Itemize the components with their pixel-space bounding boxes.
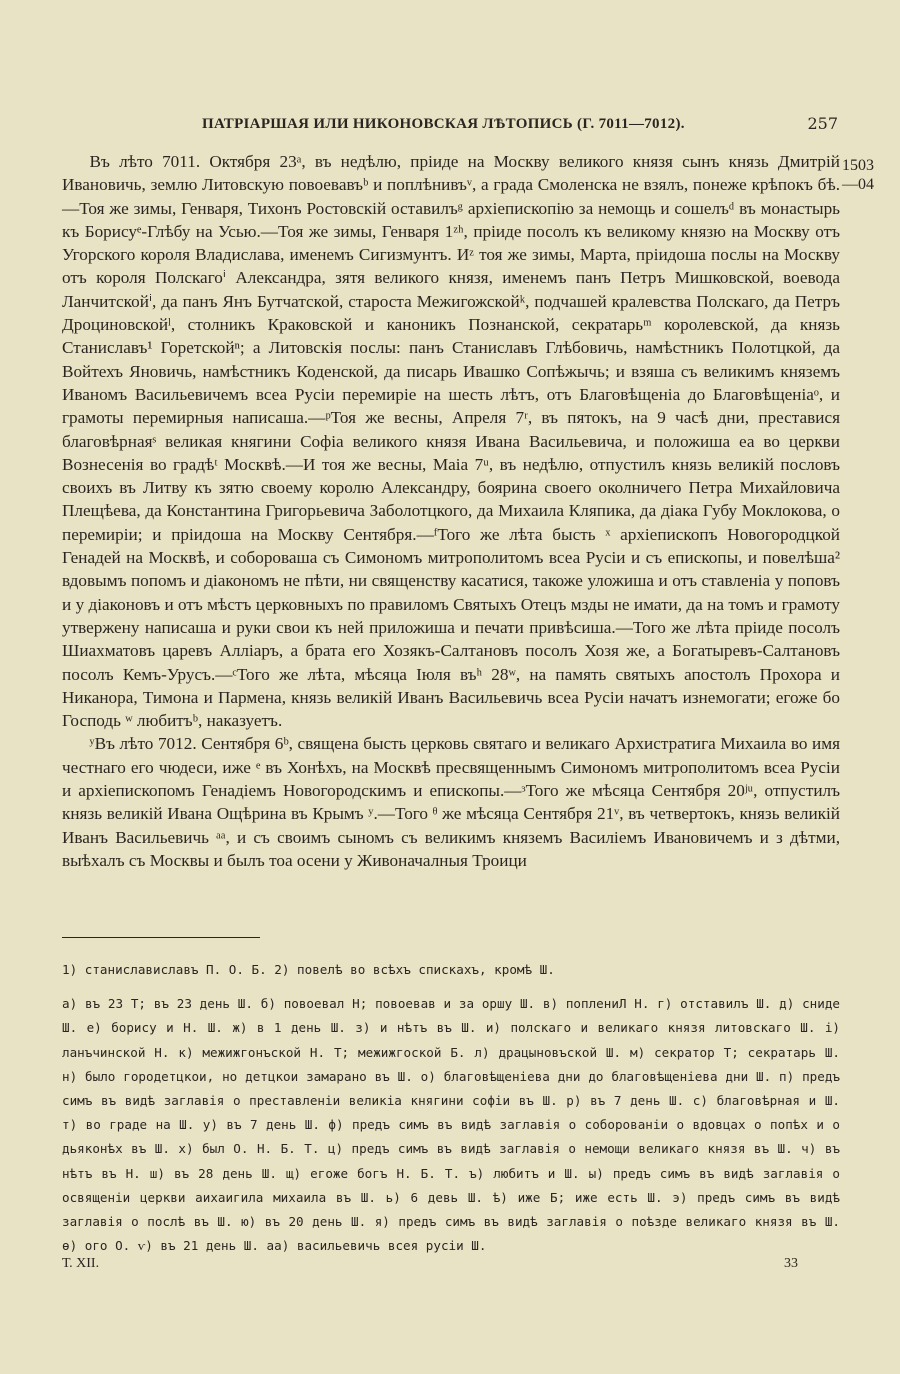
footnotes <box>62 958 840 1258</box>
page-number: 257 <box>807 114 838 133</box>
margin-years <box>842 156 882 194</box>
page-footer <box>62 1256 798 1276</box>
main-text <box>62 150 840 872</box>
volume-label: Т. XII. <box>62 1256 100 1271</box>
sheet-number: 33 <box>784 1256 798 1271</box>
footnotes-lettered: а) въ 23 Т; въ 23 день Ш. б) повоевал Н; повоевав и за оршу Ш. в) поплениЛ Н. г) отставилъ Ш. д) сниде Ш. е) борису и Н. Ш. ж) в 1 день Ш. з) и нѣтъ въ Ш. и) полскаго и великаго князя литовскаго Ш. і) ланъчинской Н. к) межижгонъской Н. Т; межижгоской Б. л) драцыновъской Ш. м) секратор Т; секратарь Ш. н) было городетцкои, но детцкои замарано въ Ш. о) благовѣщеніева дни до благовѣщеніева дни Ш. п) предъ симъ въ видѣ заглавія о преставленіи великіа княгини софіи въ Ш. р) въ 7 день Ш. с) благовѣрная и Ш. т) во граде на Ш. у) въ 7 день Ш. ф) предъ симъ въ видѣ заглавія о соборованіи о вдовцах о попѣх и о дьяконѣх въ Ш. х) был О. Н. Б. Т. ц) предъ симъ въ видѣ заглавія о немощи великаго князя въ Ш. ч) въ нѣтъ въ Н. ш) въ 28 день Ш. щ) егоже богъ Н. Б. Т. ъ) любитъ и Ш. ы) предъ симъ въ видѣ заглавія о освященіи церкви аихаигила михаила въ Ш. ь) 6 девь Ш. ѣ) иже Б; иже есть Ш. э) предъ симъ въ видѣ заглавія о послѣ въ Ш. ю) въ 20 день Ш. я) предъ симъ въ видѣ заглавія о поѣзде великаго князя въ Ш. ѳ) ого О. ѵ) въ 21 день Ш. аа) васильевичь всея русіи Ш. <box>62 996 840 1254</box>
footnotes-numbered: 1) станиславиславъ П. О. Б. 2) повелѣ во всѣхъ спискахъ, кромѣ Ш. <box>62 962 555 977</box>
page-header <box>62 116 840 138</box>
paragraph-7012: ʸВъ лѣто 7012. Сентября 6ᵇ, священа бысть церковь святаго и великаго Архистратига Михаила во имя честнаго его чюдеси, иже ᵉ въ Хонѣхъ, на Москвѣ пресвященнымъ Симономъ митрополитомъ всеа Русіи и архіепископомъ Генадіемъ Новогородскимъ и епископы.—ᶟТого же мѣсяца Сентября 20ʲᵘ, отпустилъ князь великій Ивана Ощѣрина въ Крымъ ʸ.—Того ᶿ же мѣсяца Сентября 21ᵛ, въ четвертокъ, князь великій Иванъ Васильевичь ᵃᵃ, и съ своимъ сыномъ съ великимъ княземъ Василіемъ Ивановичемъ и з дѣтми, выѣхалъ съ Москвы и былъ тоа осени у Живоначалныя Троици <box>62 734 840 870</box>
paragraph-7011: Въ лѣто 7011. Октября 23ᵃ, въ недѣлю, пріиде на Москву великого князя сынъ князь Дмитрій Ивановичь, землю Литовскую повоевавъᵇ и поплѣнивъᵛ, а града Смоленска не взялъ, понеже крѣпокъ бѣ.—Тоя же зимы, Генваря, Тихонъ Ростовскій оставилъᵍ архіепископію за немощь и сошелъᵈ въ монастырь къ Борисуᵉ-Глѣбу на Усью.—Тоя же зимы, Генваря 1ᶻʰ, пріиде посолъ къ великому князю на Москву отъ Угорского короля Владислава, именемъ Сигизмунтъ. Иᶻ тоя же зимы, Марта, пріидоша послы на Москву отъ короля Полскагоⁱ Александра, зятя великого князя, именемъ панъ Петръ Мишковской, воевода Ланчитскойⁱ, да панъ Янъ Бутчатской, староста Межигожскойᵏ, подчашей кралевства Полскаго, да Петръ Дроциновскойˡ, столникъ Краковской и каноникъ Познанской, секратарьᵐ королевской, да князь Станиславъ¹ Горетскойⁿ; а Литовскія послы: панъ Станиславъ Глѣбовичь, намѣстникъ Полотцкой, да Войтехъ Яновичь, намѣстникъ Коденской, да писарь Ивашко Сопѣжычь; и взяша съ великимъ княземъ Иваномъ Васильевичемъ всеа Русіи перемиріе на шесть лѣтъ, отъ Благовѣщеніа до Благовѣщеніаᵒ, и грамоты перемирныя написаша.—ᵖТоя же весны, Апреля 7ʳ, въ пятокъ, на 9 часѣ дни, преставися благовѣрнаяˢ великая княгини Софіа великого князя Ивана Васильевича, и положиша еа во церкви Вознесенія во градѣᵗ Москвѣ.—И тоя же весны, Маіа 7ᵘ, въ недѣлю, отпустилъ князь великій пословъ своихъ въ Литву къ зятю своему королю Александру, боярина своего околничего Петра Михайловича Плещѣева, да Константина Григорьевича Заболотцкого, да Михаила Кляпика, да діака Губу Моклокова, о перемиріи; и пріидоша на Москву Сентября.—ᶠТого же лѣта бысть ˣ архіепископъ Новогородцкой Генадей на Москвѣ, и собороваша съ Симономъ митрополитомъ всеа Русіи и съ епископы, и повелѣша² вдовымъ попомъ и діакономъ не пѣти, ни священству касатися, такоже уложиша и отъ ставленіа у поповъ и у діаконовъ и отъ мѣстъ церковныхъ по правиломъ Святыхъ Отецъ мзды не имати, да на томъ и грамоту утвержену написаша и руки свои къ ней приложиша и печати привѣсиша.—Того же лѣта пріиде посолъ Шиахматовъ царевъ Алліаръ, а брата его Хозякъ-Салтановъ посолъ Хозя же, а Богатыревъ-Салтановъ посолъ Кемъ-Урусъ.—ᶜТого же лѣта, мѣсяца Іюля въʰ 28ʷ, на память святыхъ апостолъ Прохора и Никанора, Тимона и Пармена, князь великій Иванъ Васильевичь всеа Русіи начатъ изнемогати; егоже бо Господь ʷ любитъᵇ, наказуетъ. <box>62 152 840 731</box>
margin-year-start: 1503 <box>842 157 874 174</box>
margin-year-end: —04 <box>842 176 874 193</box>
footnote-separator <box>62 937 260 938</box>
running-title: ПАТРІАРШАЯ ИЛИ НИКОНОВСКАЯ ЛѢТОПИСЬ (Г. 7011—7012). <box>202 116 685 132</box>
